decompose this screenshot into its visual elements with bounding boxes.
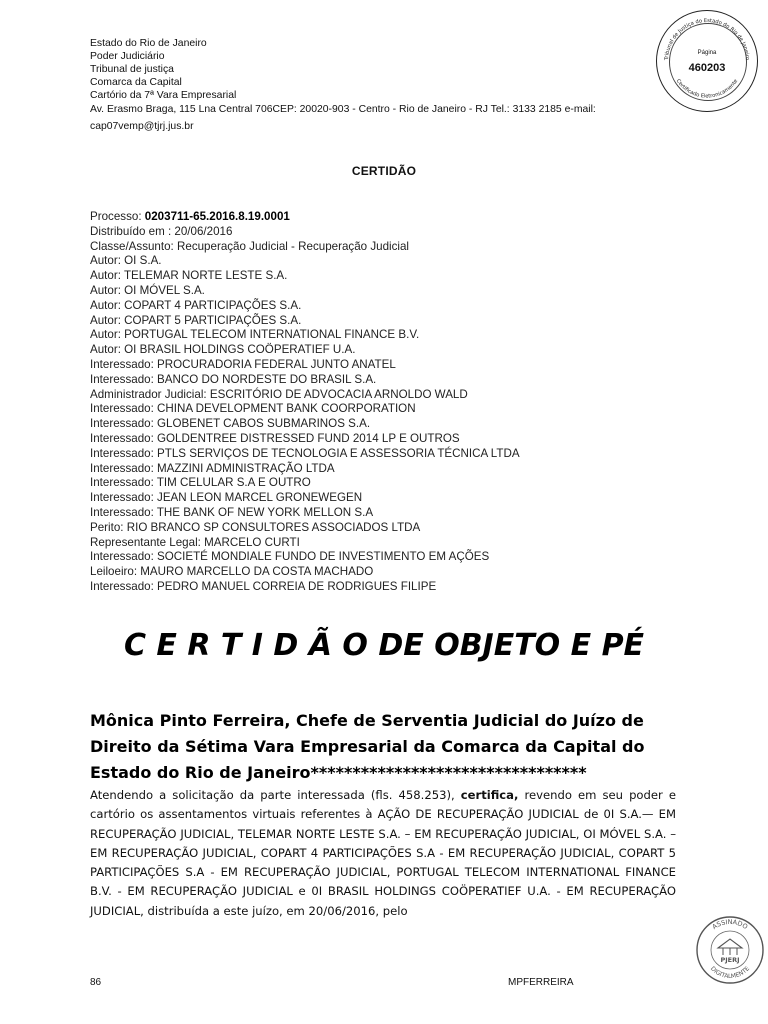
- party-row: Interessado: GLOBENET CABOS SUBMARINOS S.A.: [90, 417, 371, 431]
- party-row: Leiloeiro: MAURO MARCELLO DA COSTA MACHADO: [90, 565, 374, 579]
- digital-signature-seal: [695, 915, 765, 985]
- process-info: [90, 210, 710, 595]
- header-line-power: Poder Judiciário: [90, 50, 165, 62]
- header-line-registry: Cartório da 7ª Vara Empresarial: [90, 89, 237, 101]
- process-distributed: Distribuído em : 20/06/2016: [90, 224, 233, 238]
- party-row: Interessado: PROCURADORIA FEDERAL JUNTO ANATEL: [90, 357, 396, 371]
- certification-text-body: revendo em seu poder e cartório os assentamentos virtuais referentes à AÇÃO DE RECUPERAÇÃO JUDICIAL de 0I S.A.— EM RECUPERAÇÃO JUDICIAL, TELEMAR NORTE LESTE S.A. – EM RECUPERAÇÃO JUDICIAL, OI MÓVEL S.A. – EM RECUPERAÇÃO JUDICIAL, COPART 4 PARTICIPAÇÕES S.A - EM RECUPERAÇÃO JUDICIAL, COPART 5 PARTICIPAÇÕES S.A - EM RECUPERAÇÃO JUDICIAL, PORTUGAL TELECOM INTERNATIONAL FINANCE B.V. - EM RECUPERAÇÃO JUDICIAL e 0I BRASIL HOLDINGS COÖPERATIEF U.A. - EM RECUPERAÇÃO JUDICIAL, distribuída a este juízo, em 20/06/2016, pelo: [90, 788, 676, 918]
- process-number-row: [90, 210, 710, 225]
- issuer-paragraph: Mônica Pinto Ferreira, Chefe de Serventia Judicial do Juízo de Direito da Sétima Vara Empresarial da Comarca da Capital do Estado do Rio de Janeiro*********************************: [90, 711, 645, 782]
- party-row: Interessado: SOCIETÉ MONDIALE FUNDO DE INVESTIMENTO EM AÇÕES: [90, 550, 490, 564]
- header-line-district: Comarca da Capital: [90, 76, 182, 88]
- party-row: Autor: OI S.A.: [90, 254, 162, 268]
- stamp-top-text: Tribunal de Justiça do Estado do Rio de Janeiro: [663, 17, 751, 61]
- certificate-big-title: C E R T I D Ã O DE OBJETO E PÉ: [123, 628, 645, 663]
- party-row: Autor: OI MÓVEL S.A.: [90, 283, 205, 297]
- process-number: 0203711-65.2016.8.19.0001: [144, 210, 290, 223]
- seal-building-icon: [718, 939, 742, 948]
- party-row: Interessado: THE BANK OF NEW YORK MELLON S.A: [90, 505, 374, 519]
- footer-user: MPFERREIRA: [508, 977, 574, 988]
- party-row: Administrador Judicial: ESCRITÓRIO DE ADVOCACIA ARNOLDO WALD: [90, 387, 468, 401]
- stamp-page-label: Página: [697, 50, 717, 56]
- party-row: Perito: RIO BRANCO SP CONSULTORES ASSOCIADOS LTDA: [90, 520, 421, 534]
- process-number-label: Processo:: [90, 210, 145, 223]
- electronic-certification-stamp: [656, 10, 758, 112]
- party-row: Interessado: GOLDENTREE DISTRESSED FUND 2014 LP E OUTROS: [90, 431, 460, 445]
- seal-bottom-text: DIGITALMENTE: [708, 965, 752, 981]
- certidao-heading: CERTIDÃO: [351, 164, 417, 178]
- party-row: Interessado: MAZZINI ADMINISTRAÇÃO LTDA: [90, 461, 335, 475]
- party-row: Autor: PORTUGAL TELECOM INTERNATIONAL FINANCE B.V.: [90, 328, 420, 342]
- certification-paragraph: [90, 786, 676, 921]
- party-row: Interessado: JEAN LEON MARCEL GRONEWEGEN: [90, 491, 363, 505]
- stamp-circular-text: [656, 10, 758, 112]
- stamp-bottom-text: Certificado Eletronicamente: [674, 78, 740, 100]
- party-row: Interessado: PTLS SERVIÇOS DE TECNOLOGIA E ASSESSORIA TÉCNICA LTDA: [90, 446, 520, 460]
- party-row: Interessado: PEDRO MANUEL CORREIA DE RODRIGUES FILIPE: [90, 579, 437, 593]
- header-line-tribunal: Tribunal de justiça: [90, 63, 174, 75]
- party-row: Interessado: BANCO DO NORDESTE DO BRASIL S.A.: [90, 372, 377, 386]
- court-header: [90, 38, 670, 134]
- certification-keyword: certifica,: [460, 788, 519, 802]
- party-row: Interessado: CHINA DEVELOPMENT BANK COORPORATION: [90, 402, 416, 416]
- footer-page-number: 86: [90, 977, 102, 988]
- header-address: Av. Erasmo Braga, 115 Lna Central 706CEP: 20020-903 - Centro - Rio de Janeiro - RJ Tel.: 3133 2185 e-mail:: [90, 103, 596, 115]
- party-row: Autor: COPART 5 PARTICIPAÇÕES S.A.: [90, 313, 302, 327]
- header-line-state: Estado do Rio de Janeiro: [90, 38, 207, 49]
- party-row: Autor: OI BRASIL HOLDINGS COÖPERATIEF U.A.: [90, 343, 356, 357]
- process-class-subject: Classe/Assunto: Recuperação Judicial - Recuperação Judicial: [90, 239, 409, 253]
- seal-center-text: PJERJ: [720, 956, 740, 964]
- header-email: cap07vemp@tjrj.jus.br: [90, 121, 194, 133]
- party-row: Representante Legal: MARCELO CURTI: [90, 535, 300, 549]
- certification-text-start: Atendendo a solicitação da parte interessada (fls. 458.253),: [90, 788, 461, 802]
- party-row: Autor: TELEMAR NORTE LESTE S.A.: [90, 269, 288, 283]
- stamp-page-number: 460203: [688, 62, 726, 74]
- party-row: Autor: COPART 4 PARTICIPAÇÕES S.A.: [90, 298, 302, 312]
- party-row: Interessado: TIM CELULAR S.A E OUTRO: [90, 476, 311, 490]
- seal-top-text: ASSINADO: [710, 917, 750, 932]
